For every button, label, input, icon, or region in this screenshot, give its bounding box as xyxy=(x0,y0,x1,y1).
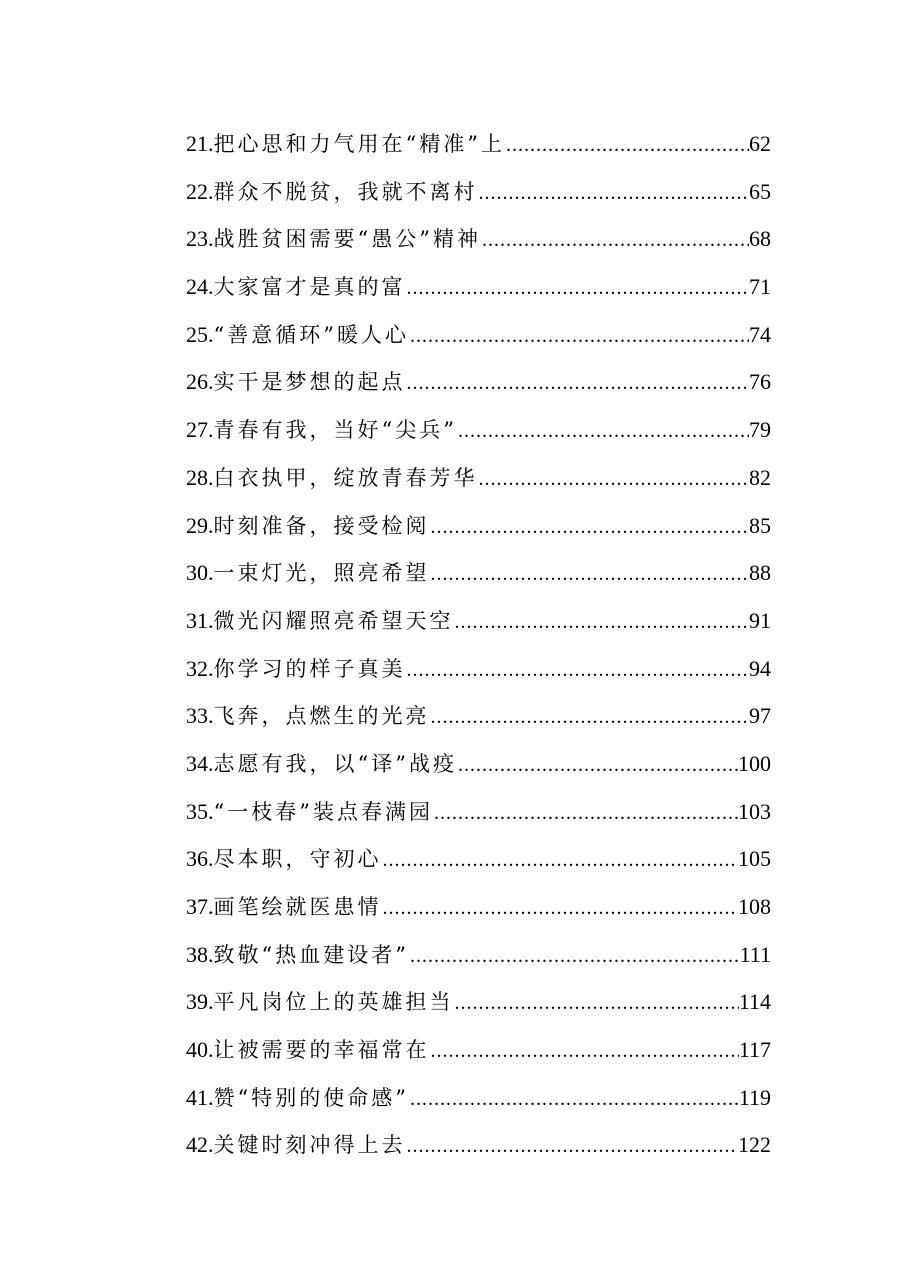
toc-dot-leader xyxy=(406,360,750,408)
toc-dot-leader xyxy=(481,217,749,265)
toc-entry-title: 实干是梦想的起点 xyxy=(213,370,406,395)
toc-entry-number: 30. xyxy=(186,560,214,586)
toc-entry-number: 24. xyxy=(186,274,214,300)
toc-entry[interactable] xyxy=(186,597,771,645)
toc-entry[interactable] xyxy=(186,168,771,216)
toc-entry-title: 把心思和力气用在“精准”上 xyxy=(213,132,505,156)
toc-entry-title: 画笔绘就医患情 xyxy=(213,895,382,919)
toc-entry[interactable] xyxy=(186,692,771,740)
toc-entry-number: 27. xyxy=(186,417,214,443)
toc-entry-number: 35. xyxy=(186,798,214,824)
toc-entry-page: 119 xyxy=(738,1084,771,1110)
toc-entry-title: 你学习的样子真美 xyxy=(213,656,406,681)
toc-entry-number: 32. xyxy=(186,655,214,681)
toc-entry-title: 让被需要的幸福常在 xyxy=(213,1038,430,1063)
toc-entry-number: 26. xyxy=(186,369,214,395)
toc-entry-page: 114 xyxy=(738,989,771,1015)
toc-entry-page: 122 xyxy=(738,1132,771,1158)
toc-entry-number: 39. xyxy=(186,989,214,1015)
toc-entry-title: 致敬“热血建设者” xyxy=(213,942,409,967)
toc-entry[interactable] xyxy=(186,311,771,359)
toc-entry[interactable] xyxy=(186,931,771,979)
toc-entry[interactable] xyxy=(186,740,771,788)
toc-entry-page: 100 xyxy=(738,750,771,776)
toc-dot-leader xyxy=(430,551,750,599)
toc-entry-page: 103 xyxy=(738,798,771,824)
toc-dot-leader xyxy=(430,1028,739,1076)
toc-entry-title: 大家富才是真的富 xyxy=(213,275,406,300)
toc-entry-page: 76 xyxy=(749,369,771,395)
toc-entry-number: 37. xyxy=(186,894,214,919)
toc-entry-number: 21. xyxy=(186,131,214,156)
toc-entry-number: 33. xyxy=(186,703,214,729)
toc-entry-number: 22. xyxy=(186,178,214,204)
toc-dot-leader xyxy=(430,694,750,742)
toc-entry[interactable] xyxy=(186,502,771,550)
toc-entry-title: 青春有我，当好“尖兵” xyxy=(213,418,457,443)
toc-entry[interactable] xyxy=(186,835,771,883)
toc-entry-page: 97 xyxy=(749,703,771,729)
toc-entry[interactable] xyxy=(186,645,771,693)
toc-entry-number: 36. xyxy=(186,846,214,872)
toc-entry-page: 91 xyxy=(749,607,771,633)
toc-dot-leader xyxy=(505,122,749,170)
toc-dot-leader xyxy=(430,504,750,552)
toc-entry[interactable] xyxy=(186,1074,771,1122)
toc-dot-leader xyxy=(478,456,750,504)
toc-entry[interactable] xyxy=(186,1121,771,1169)
toc-entry-title: “一枝春”装点春满园 xyxy=(213,799,433,824)
toc-entry-page: 65 xyxy=(749,178,771,204)
toc-dot-leader xyxy=(406,265,750,313)
toc-entry[interactable] xyxy=(186,549,771,597)
toc-entry-title: 群众不脱贫，我就不离村 xyxy=(213,179,478,204)
toc-entry-page: 117 xyxy=(738,1037,771,1063)
toc-dot-leader xyxy=(454,980,739,1028)
toc-entry[interactable] xyxy=(186,788,771,836)
toc-entry-number: 42. xyxy=(186,1132,214,1158)
toc-dot-leader xyxy=(478,170,750,218)
toc-entry-title: 关键时刻冲得上去 xyxy=(213,1133,406,1158)
toc-entry[interactable] xyxy=(186,215,771,263)
toc-entry[interactable] xyxy=(186,1026,771,1074)
toc-dot-leader xyxy=(382,837,739,885)
toc-entry-number: 25. xyxy=(186,321,214,347)
toc-entry-title: 赞“特别的使命感” xyxy=(213,1085,409,1110)
toc-dot-leader xyxy=(433,790,738,838)
toc-entry-page: 62 xyxy=(749,131,771,156)
toc-entry-title: 战胜贫困需要“愚公”精神 xyxy=(213,227,481,252)
toc-entry-number: 38. xyxy=(186,941,214,967)
toc-entry-title: “善意循环”暖人心 xyxy=(213,322,409,347)
toc-dot-leader xyxy=(457,408,749,456)
table-of-contents xyxy=(186,120,771,1169)
toc-dot-leader xyxy=(457,742,738,790)
toc-dot-leader xyxy=(409,1076,739,1124)
toc-dot-leader xyxy=(382,885,739,933)
toc-entry-number: 28. xyxy=(186,464,214,490)
toc-entry[interactable] xyxy=(186,978,771,1026)
toc-entry[interactable] xyxy=(186,454,771,502)
toc-entry-page: 85 xyxy=(749,512,771,538)
toc-entry-number: 40. xyxy=(186,1037,214,1063)
toc-dot-leader xyxy=(409,933,740,981)
toc-entry-page: 111 xyxy=(739,941,771,967)
toc-entry-page: 105 xyxy=(738,846,771,872)
toc-entry-number: 41. xyxy=(186,1084,214,1110)
toc-dot-leader xyxy=(406,647,750,695)
toc-entry-page: 79 xyxy=(749,417,771,443)
toc-entry[interactable] xyxy=(186,120,771,168)
toc-entry-page: 71 xyxy=(749,274,771,300)
toc-entry-page: 74 xyxy=(749,321,771,347)
toc-entry-page: 68 xyxy=(749,226,771,252)
toc-entry[interactable] xyxy=(186,883,771,931)
toc-entry-number: 31. xyxy=(186,607,214,633)
toc-dot-leader xyxy=(406,1123,739,1171)
toc-entry-number: 29. xyxy=(186,512,214,538)
toc-entry-title: 白衣执甲，绽放青春芳华 xyxy=(213,465,478,490)
toc-entry[interactable] xyxy=(186,358,771,406)
toc-entry-page: 94 xyxy=(749,655,771,681)
toc-dot-leader xyxy=(409,313,749,361)
toc-entry-title: 时刻准备，接受检阅 xyxy=(213,513,430,538)
toc-entry-number: 23. xyxy=(186,226,214,252)
toc-entry-title: 飞奔，点燃生的光亮 xyxy=(213,704,430,729)
toc-entry-title: 平凡岗位上的英雄担当 xyxy=(213,990,454,1015)
toc-entry-page: 88 xyxy=(749,560,771,586)
toc-dot-leader xyxy=(454,599,750,647)
toc-entry-title: 一束灯光，照亮希望 xyxy=(213,561,430,586)
toc-entry-title: 志愿有我，以“译”战疫 xyxy=(213,751,457,776)
toc-entry-number: 34. xyxy=(186,750,214,776)
toc-entry-title: 微光闪耀照亮希望天空 xyxy=(213,608,454,633)
toc-entry-title: 尽本职，守初心 xyxy=(213,847,382,872)
toc-entry-page: 108 xyxy=(738,894,771,919)
toc-entry[interactable] xyxy=(186,406,771,454)
toc-entry-page: 82 xyxy=(749,464,771,490)
toc-entry[interactable] xyxy=(186,263,771,311)
